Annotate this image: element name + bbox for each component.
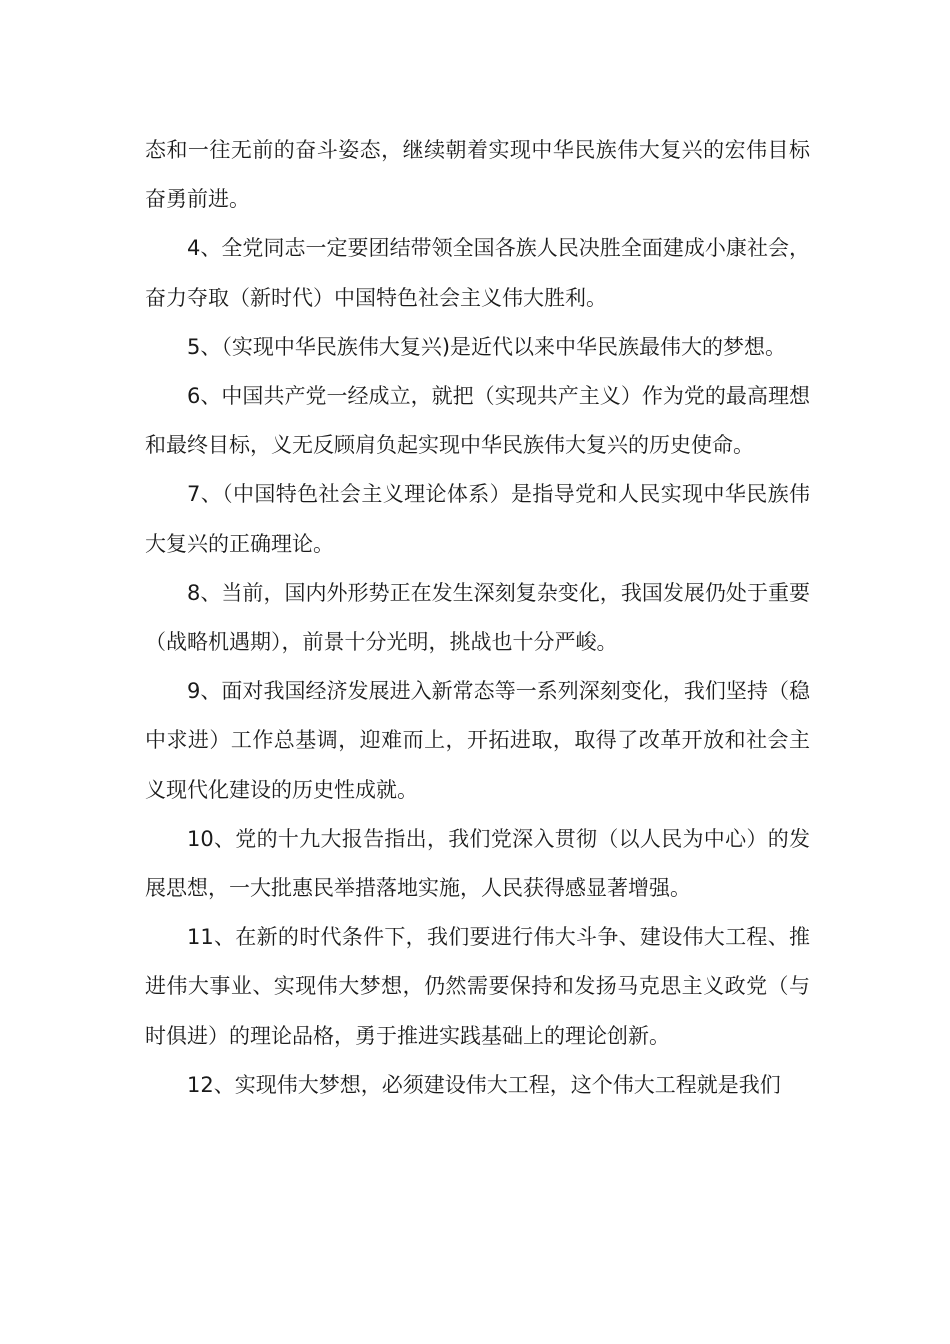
paragraph-continuation: 态和一往无前的奋斗姿态，继续朝着实现中华民族伟大复兴的宏伟目标奋勇前进。 — [145, 138, 810, 212]
paragraph-item-6: 6、中国共产党一经成立，就把（实现共产主义）作为党的最高理想和最终目标，义无反顾肩负起实现中华民族伟大复兴的历史使命。 — [145, 384, 810, 458]
document-body — [145, 126, 810, 1110]
paragraph-item-4: 4、全党同志一定要团结带领全国各族人民决胜全面建成小康社会，奋力夺取（新时代）中国特色社会主义伟大胜利。 — [145, 236, 810, 310]
paragraph-item-12: 12、实现伟大梦想，必须建设伟大工程，这个伟大工程就是我们 — [187, 1072, 781, 1097]
paragraph-item-10: 10、党的十九大报告指出，我们党深入贯彻（以人民为中心）的发展思想，一大批惠民举措落地实施，人民获得感显著增强。 — [145, 826, 810, 901]
paragraph-item-7: 7、（中国特色社会主义理论体系）是指导党和人民实现中华民族伟大复兴的正确理论。 — [145, 482, 810, 556]
paragraph-item-11: 11、在新的时代条件下，我们要进行伟大斗争、建设伟大工程、推进伟大事业、实现伟大梦想，仍然需要保持和发扬马克思主义政党（与时俱进）的理论品格，勇于推进实践基础上的理论创新。 — [145, 925, 810, 1048]
paragraph-item-9: 9、面对我国经济发展进入新常态等一系列深刻变化，我们坚持（稳中求进）工作总基调，迎难而上，开拓进取，取得了改革开放和社会主义现代化建设的历史性成就。 — [145, 679, 810, 802]
paragraph-item-8: 8、当前，国内外形势正在发生深刻复杂变化，我国发展仍处于重要（战略机遇期），前景十分光明，挑战也十分严峻。 — [145, 580, 810, 655]
paragraph-item-5: 5、（实现中华民族伟大复兴)是近代以来中华民族最伟大的梦想。 — [187, 334, 787, 359]
